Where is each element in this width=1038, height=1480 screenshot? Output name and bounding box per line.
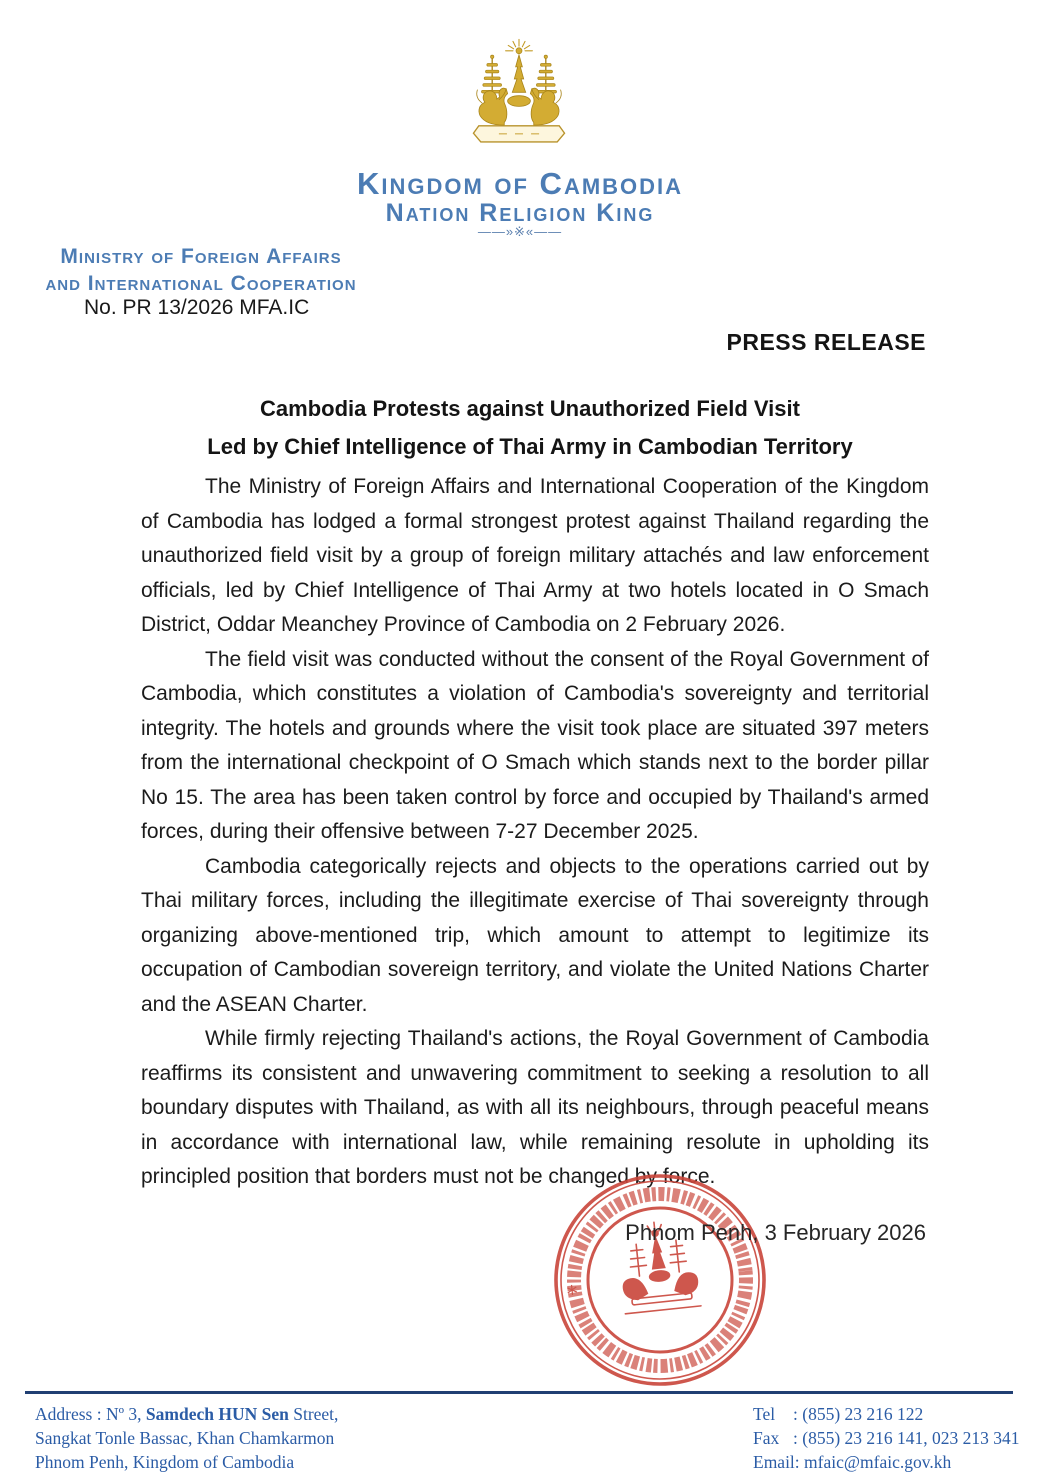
address-line-1	[35, 1402, 338, 1426]
ministry-line2: and International Cooperation	[45, 272, 357, 295]
email-sep: :	[794, 1452, 805, 1472]
email-value: mfaic@mfaic.gov.kh	[804, 1452, 952, 1472]
body-paragraph-1: The Ministry of Foreign Affairs and International Cooperation of the Kingdom of Cambodia has lodged a formal strongest protest against Thailand regarding the unauthorized field visit by a group of foreign military attachés and law enforcement officials, led by Chief Intelligence of Thai Army at two hotels located in O Smach District, Oddar Meanchey Province of Cambodia on 2 February 2026.	[141, 475, 929, 636]
fax-value: (855) 23 216 141, 023 213 341	[802, 1428, 1020, 1448]
royal-arms-icon	[452, 26, 586, 164]
ornament-divider: ——»※«——	[477, 224, 563, 239]
fax-label: Fax	[753, 1428, 780, 1448]
email-label: Email	[753, 1452, 795, 1472]
national-motto: Nation Religion King	[385, 199, 655, 227]
footer-contact	[753, 1402, 1020, 1474]
address-line1-post: Street,	[288, 1404, 339, 1424]
email-row	[753, 1450, 1020, 1474]
kingdom-title: Kingdom of Cambodia	[356, 166, 684, 201]
fax-sep: :	[793, 1428, 803, 1448]
document-type-label: PRESS RELEASE	[726, 329, 926, 355]
title-line1: Cambodia Protests against Unauthorized Field Visit	[260, 396, 800, 421]
press-release-body	[141, 470, 929, 1195]
body-paragraph-2: The field visit was conducted without the consent of the Royal Government of Cambodia, which constitutes a violation of Cambodia's sovereignty and territorial integrity. The hotels and grounds where the visit took place are situated 397 meters from the international checkpoint of O Smach which stands next to the border pillar No 15. The area has been taken control by force and occupied by Thailand's armed forces, during their offensive between 7-27 December 2025.	[141, 647, 929, 843]
title-line2: Led by Chief Intelligence of Thai Army in Cambodian Territory	[207, 434, 853, 459]
place-and-date: Phnom Penh, 3 February 2026	[625, 1220, 926, 1245]
body-paragraph-3: Cambodia categorically rejects and objects to the operations carried out by Thai military forces, including the illegitimate exercise of Thai sovereignty through organizing above-mentioned trip, which amount to attempt to legitimize its occupation of Cambodian sovereign territory, and violate the United Nations Charter and the ASEAN Charter.	[141, 854, 929, 1016]
ministry-name	[40, 243, 362, 297]
tel-sep: :	[793, 1404, 803, 1424]
tel-row	[753, 1402, 1020, 1426]
tel-value: (855) 23 216 122	[802, 1404, 924, 1424]
address-line1-bold: Samdech HUN Sen	[145, 1404, 289, 1424]
address-line1-pre: Address : Nº 3,	[35, 1404, 146, 1424]
ministry-line1: Ministry of Foreign Affairs	[60, 245, 342, 268]
footer-address	[35, 1402, 338, 1474]
footer-rule	[25, 1391, 1013, 1394]
tel-label: Tel	[753, 1404, 776, 1424]
address-line-2: Sangkat Tonle Bassac, Khan Chamkarmon	[35, 1428, 335, 1448]
body-paragraph-4: While firmly rejecting Thailand's actions, the Royal Government of Cambodia reaffirms its consistent and unwavering commitment to seeking a resolution to all boundary disputes with Thailand, as with all its neighbours, through peaceful means in accordance with international law, while remaining resolute in upholding its principled position that borders must not be changed by force.	[141, 1027, 929, 1188]
reference-number: No. PR 13/2026 MFA.IC	[84, 296, 310, 319]
fax-row	[753, 1426, 1020, 1450]
red-seal-icon	[550, 1170, 770, 1390]
svg-text:*: *	[565, 1281, 580, 1308]
press-release-title	[120, 390, 940, 466]
address-line-3: Phnom Penh, Kingdom of Cambodia	[35, 1452, 295, 1472]
